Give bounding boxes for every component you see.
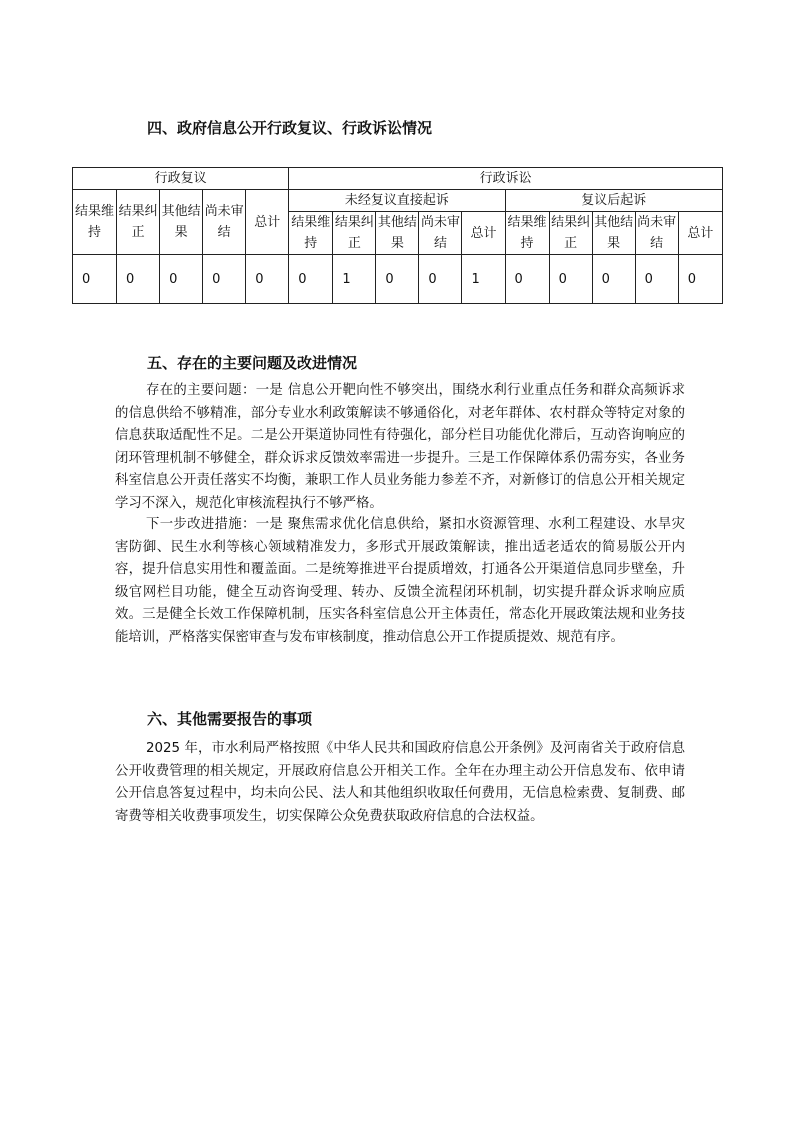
table-cell: 1 bbox=[462, 255, 505, 304]
paragraph-main-problems: 存在的主要问题：一是 信息公开靶向性不够突出，围绕水利行业重点任务和群众高频诉求的信息供给不够精准，部分专业水利政策解读不够通俗化，对老年群体、农村群众等特定对象的信息获取适配性不足。二是公开渠道协同性有待强化，部分栏目功能优化滞后，互动咨询响应的闭环管理机制不够健全，群众诉求反馈效率需进一步提升。三是工作保障体系仍需夯实，各业务科室信息公开责任落实不均衡，兼职工作人员业务能力参差不齐，对新修订的信息公开相关规定学习不深入，规范化审核流程执行不够严格。 bbox=[115, 383, 685, 511]
table-cell: 0 bbox=[635, 255, 678, 304]
table-cell: 0 bbox=[160, 255, 203, 304]
section-heading-admin-review: 四、政府信息公开行政复议、行政诉讼情况 bbox=[147, 119, 433, 137]
table-cell: 0 bbox=[678, 255, 722, 304]
group-header-admin-litigation: 行政诉讼 bbox=[289, 168, 723, 190]
col-header-pending: 尚未审结 bbox=[203, 190, 246, 255]
col-header-corrected: 结果纠正 bbox=[333, 212, 376, 255]
review-litigation-table bbox=[72, 167, 723, 304]
paragraph-improvement-measures: 下一步改进措施：一是 聚焦需求优化信息供给，紧扣水资源管理、水利工程建设、水旱灾害防御、民生水利等核心领域精准发力，多形式开展政策解读，推出适老适农的简易版公开内容，提升信息实用性和覆盖面。二是统筹推进平台提质增效，打通各公开渠道信息同步壁垒，升级官网栏目功能，健全互动咨询受理、转办、反馈全流程闭环机制，切实提升群众诉求响应质效。三是健全长效工作保障机制，压实各科室信息公开主体责任，常态化开展政策法规和业务技能培训，严格落实保密审查与发布审核制度，推动信息公开工作提质提效、规范有序。 bbox=[115, 517, 685, 645]
table-cell: 0 bbox=[73, 255, 117, 304]
table-cell: 0 bbox=[376, 255, 419, 304]
table-cell: 0 bbox=[549, 255, 592, 304]
col-header-pending: 尚未审结 bbox=[635, 212, 678, 255]
col-header-pending: 尚未审结 bbox=[419, 212, 462, 255]
col-header-other: 其他结果 bbox=[376, 212, 419, 255]
group-header-admin-review: 行政复议 bbox=[73, 168, 289, 190]
table-cell: 0 bbox=[592, 255, 635, 304]
section-heading-problems: 五、存在的主要问题及改进情况 bbox=[147, 354, 358, 372]
table-row bbox=[73, 255, 723, 304]
col-header-other: 其他结果 bbox=[592, 212, 635, 255]
col-header-maintained: 结果维持 bbox=[505, 212, 549, 255]
table-cell: 0 bbox=[505, 255, 549, 304]
subgroup-header-suit-after-review: 复议后起诉 bbox=[505, 190, 722, 212]
col-header-total: 总计 bbox=[678, 212, 722, 255]
section-heading-other-matters: 六、其他需要报告的事项 bbox=[147, 710, 313, 728]
subgroup-header-direct-suit: 未经复议直接起诉 bbox=[289, 190, 505, 212]
table-cell: 0 bbox=[117, 255, 160, 304]
table-cell: 0 bbox=[289, 255, 333, 304]
col-header-maintained: 结果维持 bbox=[289, 212, 333, 255]
table-cell: 0 bbox=[246, 255, 289, 304]
col-header-total: 总计 bbox=[246, 190, 289, 255]
col-header-maintained: 结果维持 bbox=[73, 190, 117, 255]
col-header-corrected: 结果纠正 bbox=[117, 190, 160, 255]
table-cell: 0 bbox=[203, 255, 246, 304]
col-header-corrected: 结果纠正 bbox=[549, 212, 592, 255]
paragraph-fee-statement: 2025 年，市水利局严格按照《中华人民共和国政府信息公开条例》及河南省关于政府信息公开收费管理的相关规定，开展政府信息公开相关工作。全年在办理主动公开信息发布、依申请公开信息答复过程中，均未向公民、法人和其他组织收取任何费用，无信息检索费、复制费、邮寄费等相关收费事项发生，切实保障公众免费获取政府信息的合法权益。 bbox=[115, 741, 685, 824]
table-cell: 0 bbox=[419, 255, 462, 304]
table-cell: 1 bbox=[333, 255, 376, 304]
col-header-total: 总计 bbox=[462, 212, 505, 255]
col-header-other: 其他结果 bbox=[160, 190, 203, 255]
